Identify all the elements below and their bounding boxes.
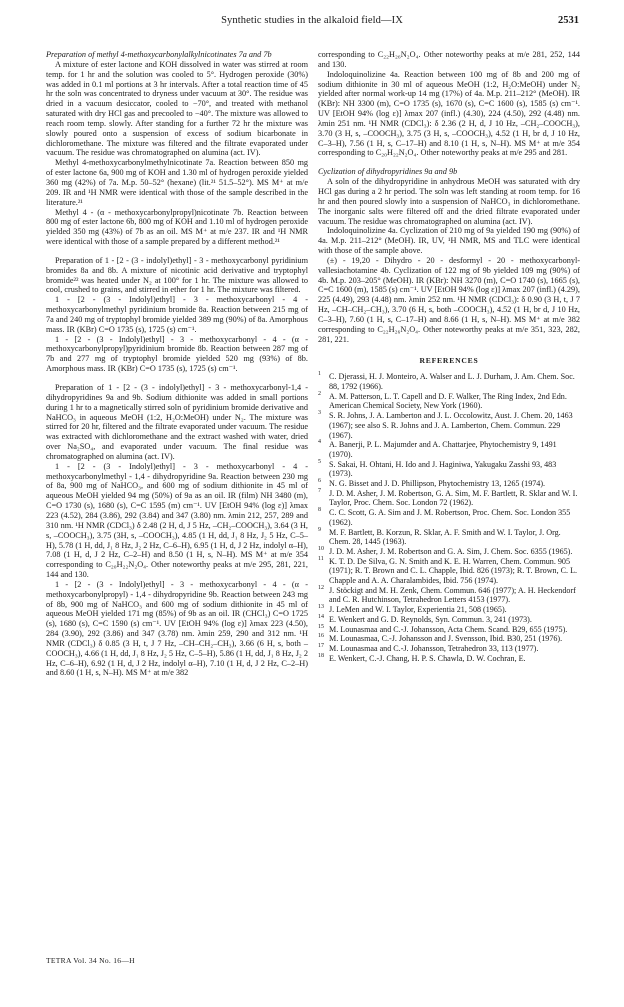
- body-paragraph: A mixture of ester lactone and KOH dissolved in water was stirred at room temp. for 1 hr and the solution was cooled to 5°. Hydrogen peroxide (30%) was added in 0.1 ml portions at 3 hr intervals. After a total reaction time of 45 hr the soln was concentrated to dryness under vacuum at 30°. The residue was dried in a vacuum desiccator, cooled to −70°, and treated with methanol saturated with dry HCl gas and precooled to −40°. The mixture was allowed to reach room temp. slowly. After standing for a further 72 hr the mixture was slowly poured onto a suspension of excess of sodium bicarbonate in dichloromethane. The mixture was filtered and the filtrate evaporated under vacuum. The residue was chromatographed on alumina (act. IV).: [46, 59, 308, 158]
- reference-item: [318, 644, 580, 654]
- body-paragraph: A soln of the dihydropyridine in anhydrous MeOH was saturated with dry HCl gas during a 2 hr period. The soln was left standing at room temp. for 16 hr and then poured slowly into a suspension of NaHCO₃ in dichloromethane. The inorganic salts were filtered off and the dried filtrate evaporated under vacuum. The residue was chromatographed on alumina (act. IV).: [318, 177, 580, 226]
- body-paragraph: Preparation of 1 - [2 - (3 - indolyl)ethyl] - 3 - methoxycarbonyl pyridinium bromides 8a and 8b. A mixture of nicotinic acid derivative and tryptophyl bromide²² was heated under N₂ at 100° for 1 hr. The mixture was allowed to cool, crushed to grains, and stirred in ether for 1 hr. The mixture was filtered.: [46, 255, 308, 295]
- reference-number: 17: [318, 643, 324, 649]
- reference-text: C. C. Scott, G. A. Sim and J. M. Robertson, Proc. Chem. Soc. London 355 (1962).: [329, 508, 571, 527]
- reference-number: 13: [318, 604, 324, 611]
- page-number: 2531: [558, 15, 579, 26]
- body-paragraph: 1 - [2 - (3 - Indolyl)ethyl] - 3 - methoxycarbonyl - 4 - (α - methoxycarbonylpropyl) - 1,4 - dihydropyridine 9b. Reaction between 243 mg of 8b, 900 mg of NaHCO₃ and 600 mg of sodium dithionite in 45 ml of aqueous MeOH yielded 171 mg (85%) of 9b as an oil. IR (CHCl₃) C=O 1725 (s), 1680 (s), C=C 1590 (s) cm⁻¹. UV [EtOH 94% (log ε)] λmax 223 (4.50), 284 (3.90), 292 (3.86) and 347 (3.78) nm. λmin 259, 290 and 312 nm. ¹H NMR (CDCl₃) δ 0.85 (3 H, t, J 7 Hz, –CH–CH₂–CH₃), 3.66 (6 H, s, both –COOCH₃), 4.66 (1 H, dd, J₁ 8 Hz, J₂ 5 Hz, C–5–H), 5.86 (1 H, dd, J₁ 8 Hz, J₂ 2 Hz, C–6–H), 6.92 (1 H, d, J 2 Hz, indolyl α–H), 7.10 (1 H, d, J 2 Hz, C–2–H) and 8.60 (1 H, s, N–H). MS M⁺ at m/e 382: [46, 579, 308, 678]
- reference-text: M. Lounasmaa and C.-J. Johansson, Tetrahedron 33, 113 (1977).: [329, 644, 539, 653]
- references-list: [318, 372, 580, 663]
- reference-number: 18: [318, 652, 324, 659]
- reference-text: M. Lounasmaa, C.-J. Johansson and J. Svensson, Ibid. B30, 251 (1976).: [329, 634, 563, 644]
- reference-text: M. F. Bartlett, B. Korzun, R. Sklar, A. F. Smith and W. I. Taylor, J. Org. Chem. 28, 1445 (1963).: [329, 527, 561, 547]
- reference-number: 9: [318, 526, 321, 533]
- reference-number: 11: [318, 555, 324, 562]
- reference-item: [318, 411, 580, 440]
- reference-text: J. D. M. Asher, J. M. Robertson, G. A. Sim, M. F. Bartlett, R. Sklar and W. I. Taylor, Proc. Chem. Soc. London 72 (1962).: [329, 488, 578, 508]
- right-column: [318, 50, 580, 663]
- page-footer: TETRA Vol. 34 No. 16—H: [46, 956, 135, 965]
- reference-text: K. T. D. De Silva, G. N. Smith and K. E. H. Warren, Chem. Commun. 905 (1971); R. T. Brown and C. L. Chapple, Ibid. 826 (1973); R. T. Brown, C. L. Chapple and A. A. Charalambides, Ibid. 756 (1974).: [329, 556, 578, 586]
- reference-text: S. R. Johns, J. A. Lamberton and J. L. Occolowitz, Aust. J. Chem. 20, 1463 (1967); see also S. R. Johns and J. A. Lamberton, Chem. Commun. 229 (1967).: [329, 411, 573, 440]
- reference-text: J. Stöckigt and M. H. Zenk, Chem. Commun. 646 (1977); A. H. Heckendorf and C. R. Hutchinson, Tetrahedron Letters 4153 (1977).: [329, 585, 576, 605]
- reference-number: 16: [318, 633, 324, 640]
- reference-number: 14: [318, 613, 324, 620]
- section-heading: Preparation of methyl 4-methoxycarbonylalkylnicotinates 7a and 7b: [46, 50, 272, 59]
- reference-item: [318, 392, 580, 411]
- running-head-title: Synthetic studies in the alkaloid field—IX: [221, 15, 403, 26]
- reference-text: S. Sakai, H. Ohtani, H. Ido and J. Haginiwa, Yakugaku Zasshi 93, 483 (1973).: [329, 459, 557, 479]
- reference-number: 6: [318, 478, 321, 485]
- reference-number: 10: [318, 545, 324, 552]
- references-heading: REFERENCES: [419, 356, 479, 366]
- reference-item: [318, 479, 580, 489]
- body-paragraph: 1 - [2 - (3 - Indolyl)ethyl] - 3 - methoxycarbonyl - 4 - (α - methoxycarbonylpropyl)pyridinium bromide 8b. Reaction between 287 mg of 7b and 277 mg of tryptophyl bromide yielded 520 mg (93%) of 8b. Amorphous mass. IR (KBr) C=O 1735 (s), 1725 (s) cm⁻¹.: [46, 334, 308, 374]
- reference-number: 4: [318, 439, 321, 446]
- reference-text: E. Wenkert and G. D. Reynolds, Syn. Commun. 3, 241 (1973).: [329, 614, 532, 624]
- reference-item: [318, 489, 580, 508]
- reference-item: [318, 547, 580, 557]
- body-paragraph: Indoloquinolizine 4a. Reaction between 100 mg of 8b and 200 mg of sodium dithionite in 30 ml of aqueous MeOH (1:2, H₂O:MeOH) under N₂ yielded after normal work-up 14 mg (17%) of 4a. M.p. 211–212° (MeOH). IR (KBr): NH 3300 (m), C=O 1735 (s), 1670 (s), C=C 1600 (s), 1585 (s) cm⁻¹. UV [EtOH 94% (log ε)] λmax 207 (infl.) (4.30), 224 (4.50), 292 (4.48) nm. λmin 251 nm. ¹H NMR (CDCl₃): δ 2.36 (2 H, d, J 10 Hz, –CH₂–COOCH₃), 3.70 (3 H, s, –COOCH₃), 3.75 (3 H, s, –COOCH₃), 4.52 (1 H, br d, J 10 Hz, C–3–H), 7.56 (1 H, s, C–17–H) and 8.10 (1 H, s, N–H). MS M⁺ at m/e 354 corresponding to C₂₀H₂₂N₂O₄. Other noteworthy peaks at m/e 295 and 281.: [318, 69, 580, 158]
- body-paragraph: corresponding to C₂₂H₂₆N₂O₄. Other noteworthy peaks at m/e 281, 252, 144 and 130.: [318, 50, 580, 69]
- reference-text: E. Wenkert, C.-J. Chang, H. P. S. Chawla, D. W. Cochran, E.: [329, 653, 526, 663]
- body-paragraph: 1 - [2 - (3 - Indolyl)ethyl] - 3 - methoxycarbonyl - 4 - methoxycarbonylmethyl - 1,4 - dihydropyridine 9a. Reaction between 230 mg of 8a, 900 mg of NaHCO₃, and 600 mg of sodium dithionite in 45 ml of aqueous MeOH yielded 94 mg (50%) of 9a as an oil. IR (film) NH 3480 (m), C=O 1730 (s), 1680 (s), C=C 1595 (m) cm⁻¹. UV [EtOH 94% (log ε)] λmax 223 (4.52), 284 (3.86), 292 (3.84) and 347 (3.80) nm. λmin 212, 257, 289 and 310 nm. ¹H NMR (CDCl₃) δ 2.48 (2 H, d, J 5 Hz, –CH₂–COOCH₃), 3.64 (3 H, s, –COOCH₃), 3.75 (3H, s, –COOCH₃), 4.85 (1 H, dd, J₁ 8 Hz, J₂ 5 Hz, C–5–H), 5.78 (1 H, dd, J₁ 8 Hz, J₂ 2 Hz, C–6–H), 6.95 (1 H, d, J 2 Hz, indolyl α–H), 7.08 (1 H, d, J 2 Hz, C–2–H) and 8.50 (1 H, s, N–H). MS M⁺ at m/e 354 corresponding to C₂₀H₂₂N₂O₄. Other noteworthy peaks at m/e 295, 281, 221, 144 and 130.: [46, 461, 308, 580]
- body-paragraph: 1 - [2 - (3 - Indolyl)ethyl] - 3 - methoxycarbonyl - 4 - methoxycarbonylmethyl pyridinium bromide 8a. Reaction between 215 mg of 7a and 240 mg of tryptophyl bromide yielded 389 mg (90%) of 8a. Amorphous mass. IR (KBr) C=O 1735 (s), 1725 (s) cm⁻¹.: [46, 295, 308, 334]
- reference-item: [318, 557, 580, 586]
- reference-text: J. LeMen and W. I. Taylor, Experientia 21, 508 (1965).: [329, 605, 507, 615]
- reference-number: 1: [318, 371, 321, 378]
- reference-item: [318, 440, 580, 459]
- reference-item: [318, 508, 580, 527]
- running-head: [0, 15, 624, 31]
- reference-item: [318, 586, 580, 605]
- reference-item: [318, 528, 580, 547]
- reference-item: [318, 615, 580, 625]
- reference-text: J. D. M. Asher, J. M. Robertson and G. A. Sim, J. Chem. Soc. 6355 (1965).: [329, 546, 573, 556]
- reference-text: A. Banerji, P. L. Majumder and A. Chattarjee, Phytochemistry 9, 1491 (1970).: [329, 440, 557, 459]
- section-heading: Cyclization of dihydropyridines 9a and 9b: [318, 167, 458, 177]
- body-paragraph: Preparation of 1 - [2 - (3 - indolyl)ethyl] - 3 - methoxycarbonyl-1,4 - dihydropyridines 9a and 9b. Sodium dithionite was added in small portions during 1 hr to a magnetically stirred soln of pyridinium bromide derivative and NaHCO₃ in aqueous MeOH (1:2, H₂O:MeOH) under N₂. The mixture was stirred for 20 hr, filtered and the filtrate evaporated under vacuum. The residue was extracted with dichloromethane and the extract washed with water, dried over Na₂SO₄, and evaporated under vacuum. The final residue was chromatographed on alumina (act. IV).: [46, 383, 308, 461]
- right-column-body: [318, 50, 580, 344]
- reference-text: N. G. Bisset and J. D. Phillipson, Phytochemistry 13, 1265 (1974).: [329, 479, 546, 489]
- reference-item: [318, 372, 580, 391]
- reference-item: [318, 460, 580, 479]
- reference-text: C. Djerassi, H. J. Monteiro, A. Walser and L. J. Durham, J. Am. Chem. Soc. 88, 1792 (1966).: [329, 372, 575, 392]
- body-paragraph: Indoloquinolizine 4a. Cyclization of 210 mg of 9a yielded 190 mg (90%) of 4a. M.p. 211–212° (MeOH). IR, UV, ¹H NMR, MS and TLC were identical with those of the sample above.: [318, 226, 580, 256]
- reference-item: [318, 605, 580, 615]
- reference-number: 8: [318, 507, 321, 514]
- body-paragraph: Methyl 4 - (α - methoxycarbonylpropyl)nicotinate 7b. Reaction between 800 mg of ester lactone 6b, 800 mg of KOH and 1.10 ml of hydrogen peroxide yielded 350 mg (43%) of 7b as an oil. MS M⁺ at m/e 237. IR and ¹H NMR were identical with those of a sample prepared by a different method.²¹: [46, 207, 308, 247]
- body-paragraph: Methyl 4-methoxycarbonylmethylnicotinate 7a. Reaction between 850 mg of ester lactone 6a, 900 mg of KOH and 1.30 ml of hydrogen peroxide yielded 360 mg (42%) of 7a. M.p. 50–52° (hexane) (lit.²¹ 51.5–52°). MS M⁺ at m/e 209. IR and ¹H NMR were identical with those of the sample described in the literature.²¹: [46, 158, 308, 207]
- reference-item: [318, 625, 580, 635]
- reference-item: [318, 654, 580, 664]
- reference-number: 12: [318, 584, 324, 591]
- reference-text: A. M. Patterson, L. T. Capell and D. F. Walker, The Ring Index, 2nd Edn. American Chemical Society, New York (1960).: [329, 391, 567, 411]
- body-paragraph: (±) - 19,20 - Dihydro - 20 - desformyl - 20 - methoxycarbonyl-vallesiachotamine 4b. Cyclization of 122 mg of 9b yielded 109 mg (90%) of 4b. M.p. 203–205° (MeOH). IR (KBr): NH 3270 (m), C=O 1740 (s), 1665 (s), C=C 1600 (m), 1585 (s) cm⁻¹. UV [EtOH 94% (log ε)] λmax 207 (infl.) (4.29), 225 (4.49), 293 (4.48) nm. λmin 252 nm. ¹H NMR (CDCl₃): δ 0.90 (3 H, t, J 7 Hz, –CH–CH₂–CH₃), 3.70 (6 H, s, both –COOCH₃), 4.52 (1 H, br d, J 10 Hz, C–3–H), 7.60 (1 H, s, C–17–H) and 8.66 (1 H, s, N–H). MS M⁺ at m/e 382 corresponding to C₂₂H₂₆N₂O₄. Other noteworthy peaks at m/e 351, 323, 282, 281, 221.: [318, 255, 580, 344]
- reference-number: 5: [318, 458, 321, 465]
- left-column: [46, 50, 308, 678]
- reference-number: 15: [318, 623, 324, 630]
- reference-number: 7: [318, 487, 321, 494]
- reference-number: 3: [318, 410, 321, 417]
- reference-text: M. Lounasmaa and C.-J. Johansson, Acta Chem. Scand. B29, 655 (1975).: [329, 624, 568, 634]
- reference-item: [318, 634, 580, 644]
- reference-number: 2: [318, 390, 321, 397]
